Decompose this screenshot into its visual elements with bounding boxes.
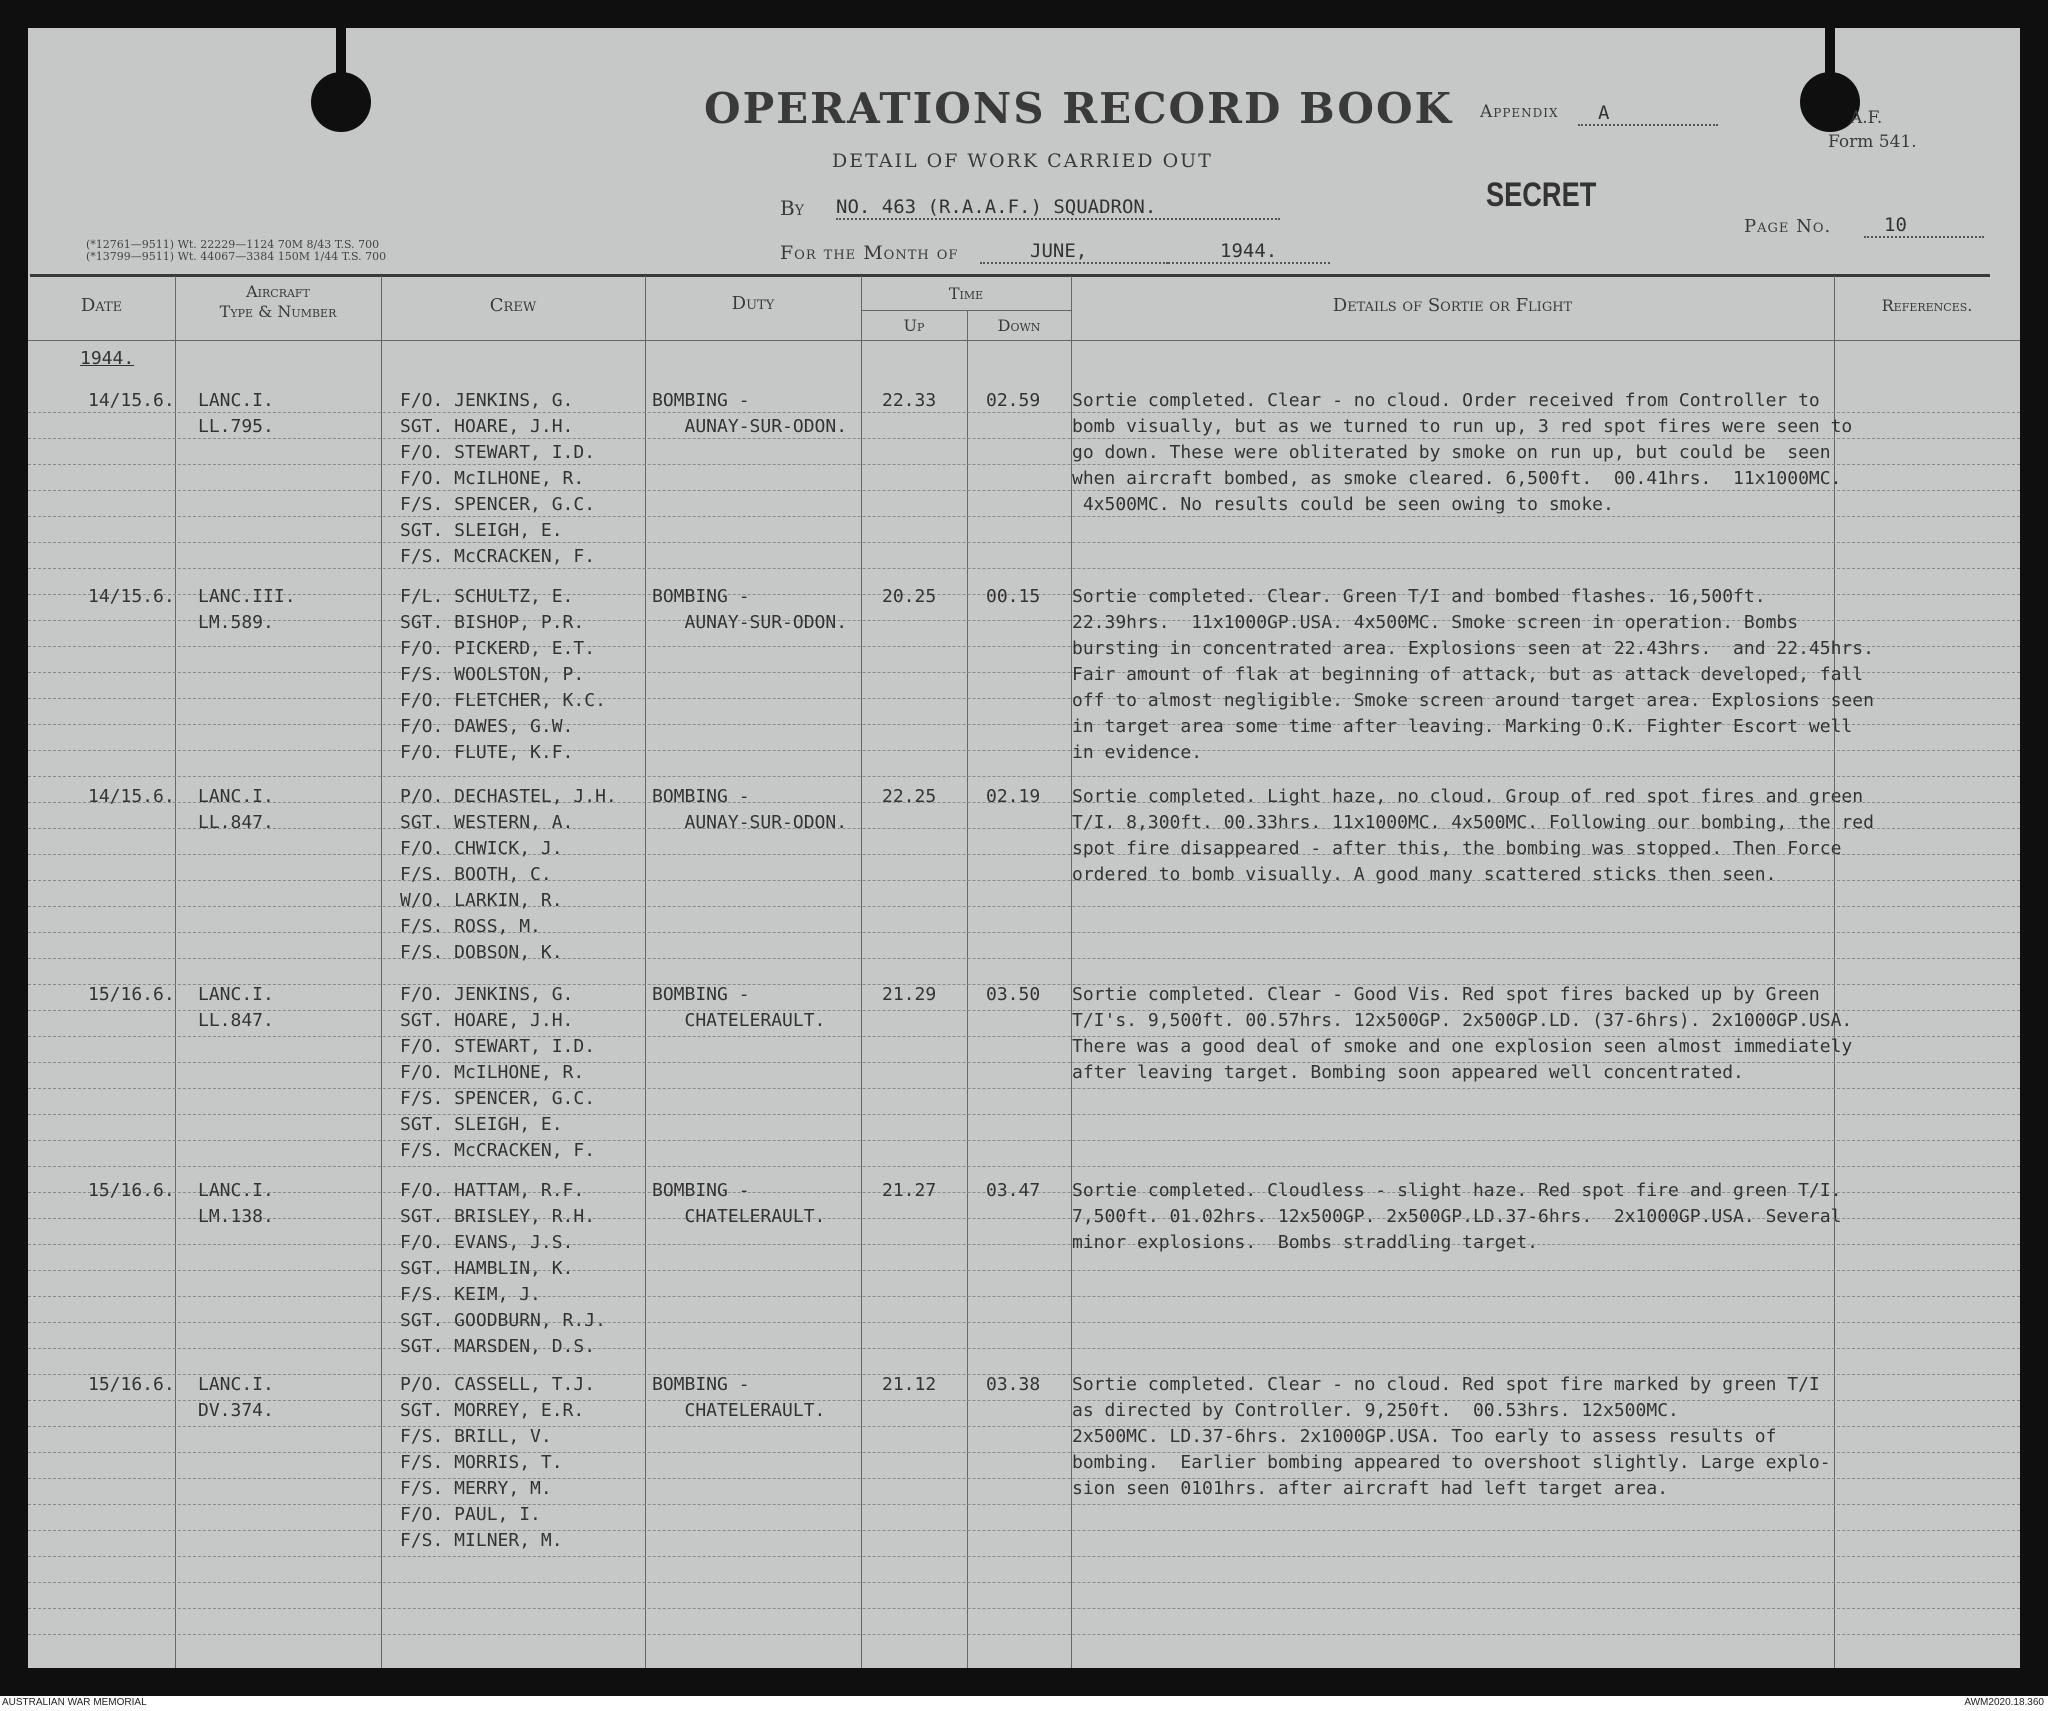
entry-date: 14/15.6. (88, 586, 175, 607)
col-divider (381, 276, 382, 1668)
ruled-line (28, 1088, 2020, 1089)
ruled-line (28, 1530, 2020, 1531)
col-aircraft: Aircraft Type & Number (219, 282, 337, 321)
entry-time-up: 21.29 (882, 984, 937, 1005)
entry-details: Sortie completed. Clear - no cloud. Order received from Controller to bomb visually, but as we turned to run up, 3 red spot fires were seen to go down. These were obliterated by smoke on run up, but could be seen when aircraft bombed, as smoke cleared. 6,500ft. 00.41hrs. 11x1000MC. 4x500MC. No results could be seen owing to smoke. (1072, 390, 1853, 515)
year-field: 1944. (1168, 240, 1330, 264)
entry-time-down: 02.59 (986, 390, 1041, 411)
binder-slot-left (336, 28, 346, 74)
binder-hole-left (311, 72, 371, 132)
time-subheader-rule (861, 310, 1071, 311)
ruled-line (28, 776, 2020, 777)
ruled-line (28, 1114, 2020, 1115)
footer-institution: AUSTRALIAN WAR MEMORIAL (2, 1697, 147, 1708)
squadron-field: NO. 463 (R.A.A.F.) SQUADRON. (836, 196, 1280, 220)
entry-duty: BOMBING - AUNAY-SUR-ODON. (652, 390, 848, 437)
entry-time-up: 21.27 (882, 1180, 937, 1201)
col-time: Time (948, 284, 984, 303)
column-header-rule (28, 340, 2020, 341)
ruled-line (28, 1166, 2020, 1167)
entry-aircraft: LANC.I. LL.847. (198, 984, 274, 1031)
entry-date: 15/16.6. (88, 984, 175, 1005)
page-number-label: Page No. (1744, 216, 1832, 237)
archive-footer (0, 1696, 2048, 1711)
entry-aircraft: LANC.I. LL.847. (198, 786, 274, 833)
entry-details: Sortie completed. Clear. Green T/I and bombed flashes. 16,500ft. 22.39hrs. 11x1000GP.USA. 4x500MC. Smoke screen in operation. Bombs bursting in concentrated area. Explosions seen at 22.43hrs. and 22.45hrs. Fair amount of flak at beginning of attack, but as attack developed, fall off to almost negligible. Smoke screen around target area. Explosions seen in target area some time after leaving. Marking O.K. Fighter Escort well in evidence. (1072, 586, 1874, 763)
col-time-down: Down (997, 316, 1041, 335)
appendix-label: Appendix (1480, 102, 1559, 122)
entry-details: Sortie completed. Light haze, no cloud. Group of red spot fires and green T/I. 8,300ft. 00.33hrs. 11x1000MC. 4x500MC. Following our bombing, the red spot fire disappeared - after this, the bombing was stopped. Then Force ordered to bomb visually. A good many scattered sticks then seen. (1072, 786, 1874, 885)
ruled-line (28, 1322, 2020, 1323)
entry-crew: F/L. SCHULTZ, E. SGT. BISHOP, P.R. F/O. PICKERD, E.T. F/S. WOOLSTON, P. F/O. FLETCHER, K.C. F/O. DAWES, G.W. F/O. FLUTE, K.F. (400, 586, 606, 763)
print-reference-1: (*12761—9511) Wt. 22229—1124 70M 8/43 T.S. 700 (86, 238, 380, 251)
entry-crew: P/O. CASSELL, T.J. SGT. MORREY, E.R. F/S. BRILL, V. F/S. MORRIS, T. F/S. MERRY, M. F/O. PAUL, I. F/S. MILNER, M. (400, 1374, 596, 1551)
entry-crew: P/O. DECHASTEL, J.H. SGT. WESTERN, A. F/O. CHWICK, J. F/S. BOOTH, C. W/O. LARKIN, R. F/S. ROSS, M. F/S. DOBSON, K. (400, 786, 617, 963)
col-divider (175, 276, 176, 1668)
footer-reference: AWM2020.18.360 (1964, 1697, 2044, 1708)
entry-aircraft: LANC.III. LM.589. (198, 586, 296, 633)
entry-details: Sortie completed. Clear - no cloud. Red spot fire marked by green T/I as directed by Controller. 9,250ft. 00.53hrs. 12x500MC. 2x500MC. LD.37-6hrs. 2x1000GP.USA. Too early to assess results of bombing. Earlier bombing appeared to overshoot slightly. Large explo- sion seen 0101hrs. after aircraft had left target area. (1072, 1374, 1831, 1499)
col-divider (967, 310, 968, 1668)
page-number-field: 10 (1864, 214, 1984, 238)
entry-details: Sortie completed. Cloudless - slight haze. Red spot fire and green T/I. 7,500ft. 01.02hrs. 12x500GP. 2x500GP.LD.37-6hrs. 2x1000GP.USA. Several minor explosions. Bombs straddling target. (1072, 1180, 1842, 1253)
ruled-line (28, 1348, 2020, 1349)
ruled-line (28, 958, 2020, 959)
col-details: Details of Sortie or Flight (1332, 295, 1573, 316)
ruled-line (28, 1296, 2020, 1297)
month-label: For the Month of (780, 242, 959, 264)
ruled-line (28, 1634, 2020, 1635)
entry-aircraft: LANC.I. LM.138. (198, 1180, 274, 1227)
form-code: A.F. (1850, 108, 1883, 128)
ruled-line (28, 1270, 2020, 1271)
ruled-line (28, 568, 2020, 569)
page-title: OPERATIONS RECORD BOOK (704, 84, 1454, 133)
secret-stamp: SECRET (1486, 176, 1597, 214)
col-references: References. (1881, 296, 1973, 315)
entry-time-down: 03.50 (986, 984, 1041, 1005)
col-divider (861, 276, 862, 1668)
entry-crew: F/O. JENKINS, G. SGT. HOARE, J.H. F/O. STEWART, I.D. F/O. McILHONE, R. F/S. SPENCER, G.C. SGT. SLEIGH, E. F/S. McCRACKEN, F. (400, 984, 596, 1161)
ruled-line (28, 932, 2020, 933)
entry-time-up: 22.25 (882, 786, 937, 807)
print-reference-2: (*13799—9511) Wt. 44067—3384 150M 1/44 T.S. 700 (86, 250, 387, 263)
entry-aircraft: LANC.I. DV.374. (198, 1374, 274, 1421)
entry-duty: BOMBING - CHATELERAULT. (652, 1180, 826, 1227)
ruled-line (28, 1504, 2020, 1505)
ruled-line (28, 906, 2020, 907)
ruled-line (28, 542, 2020, 543)
entry-time-down: 00.15 (986, 586, 1041, 607)
col-crew: Crew (489, 295, 537, 316)
entry-date: 15/16.6. (88, 1180, 175, 1201)
form-number: Form 541. (1828, 132, 1917, 152)
entry-date: 15/16.6. (88, 1374, 175, 1395)
col-duty: Duty (731, 293, 775, 314)
entry-crew: F/O. JENKINS, G. SGT. HOARE, J.H. F/O. STEWART, I.D. F/O. McILHONE, R. F/S. SPENCER, G.C. SGT. SLEIGH, E. F/S. McCRACKEN, F. (400, 390, 596, 567)
entry-duty: BOMBING - AUNAY-SUR-ODON. (652, 586, 848, 633)
year-marker: 1944. (80, 348, 135, 369)
col-date: Date (80, 295, 123, 316)
ruled-line (28, 1556, 2020, 1557)
entry-crew: F/O. HATTAM, R.F. SGT. BRISLEY, R.H. F/O. EVANS, J.S. SGT. HAMBLIN, K. F/S. KEIM, J. SGT. GOODBURN, R.J. SGT. MARSDEN, D.S. (400, 1180, 606, 1357)
ruled-line (28, 1608, 2020, 1609)
entry-date: 14/15.6. (88, 390, 175, 411)
entry-time-down: 03.47 (986, 1180, 1041, 1201)
entry-details: Sortie completed. Clear - Good Vis. Red spot fires backed up by Green T/I's. 9,500ft. 00.57hrs. 12x500GP. 2x500GP.LD. (37-6hrs). 2x1000GP.USA. There was a good deal of smoke and one explosion seen almost immediately after leaving target. Bombing soon appeared well concentrated. (1072, 984, 1853, 1083)
entry-duty: BOMBING - AUNAY-SUR-ODON. (652, 786, 848, 833)
ruled-line (28, 1582, 2020, 1583)
binder-slot-right (1825, 28, 1835, 74)
appendix-field: A (1578, 102, 1718, 126)
entry-time-down: 02.19 (986, 786, 1041, 807)
entry-time-up: 21.12 (882, 1374, 937, 1395)
entry-duty: BOMBING - CHATELERAULT. (652, 984, 826, 1031)
month-field: JUNE, (980, 240, 1168, 264)
col-time-up: Up (903, 316, 925, 335)
record-page (28, 28, 2020, 1668)
by-label: By (780, 196, 804, 220)
entry-date: 14/15.6. (88, 786, 175, 807)
entry-time-up: 22.33 (882, 390, 937, 411)
entry-time-up: 20.25 (882, 586, 937, 607)
header-rule (30, 274, 1990, 277)
col-divider (645, 276, 646, 1668)
entry-aircraft: LANC.I. LL.795. (198, 390, 274, 437)
ruled-line (28, 1140, 2020, 1141)
page-subtitle: DETAIL OF WORK CARRIED OUT (832, 150, 1213, 172)
entry-duty: BOMBING - CHATELERAULT. (652, 1374, 826, 1421)
entry-time-down: 03.38 (986, 1374, 1041, 1395)
